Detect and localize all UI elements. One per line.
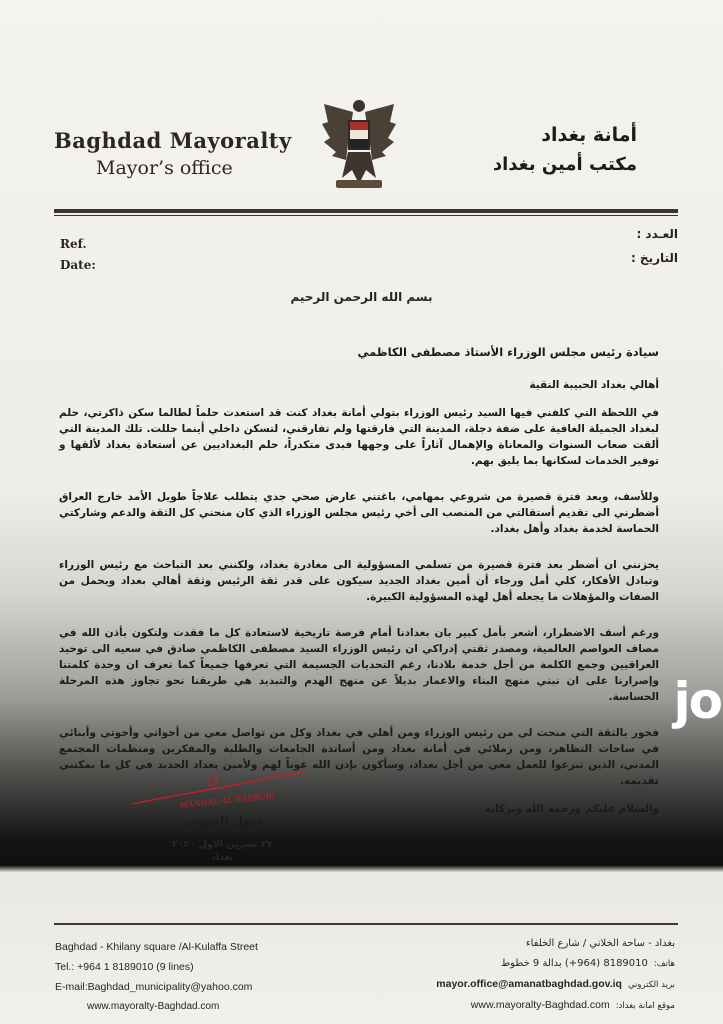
email-label-ar: بريد الكتروني — [627, 980, 675, 990]
email-ar[interactable]: mayor.office@amanatbaghdad.gov.iq — [436, 978, 622, 990]
greeting: أهالي بغداد الحبيبة النقية — [529, 379, 659, 391]
signatory-name: منهل الحبوبي — [182, 814, 264, 828]
handwritten-signature — [130, 770, 310, 814]
signature-block — [130, 770, 310, 870]
office-name-ar: مكتب أمين بغداد — [492, 154, 637, 175]
paragraph: في اللحظة التي كلفني فيها السيد رئيس الوزراء بتولي أمانة بغداد كنت قد استعدت حلماً لطالما سكن ذاكرتي، حلم لبغداد الجميلة الغافية على ضفة دجلة، المدينة التي فارقتها ولم تفارقني، لتسكن داخلي أينما حللت. تلك المدينة التي ألقت صعاب السنوات والمعاناة والإهمال آثاراً على وجهها فبدى متكدراً، حلم البغداديين عن أستعادة بغداد لألقها و توفير الخدمات لسكانها بما يليق بهم. — [59, 407, 659, 467]
salutation: سيادة رئيس مجلس الوزراء الأستاذ مصطفى الكاظمي — [357, 345, 659, 359]
paragraph: ورغم أسف الاضطرار، أشعر بأمل كبير بان بغدادنا أمام فرصة تاريخية لاستعادة كل ما فقدت ولتكون بأذن الله في مصاف العواصم العالمية، ومصدر ثقتي إدراكي ان رئيس الوزراء السيد مصطفى الكاظمي صادق في سعيه الى توحيد العراقيين وجمع الكلمة من أجل خدمة بلادنا، رغم التحديات الجسيمة التي نعرفها جميعاً كما نعرف ان وحدة كلمتنا وإصرارنا على ان نبني منهج البناء والاعمار بديلاً عن منهج الهدم والتبديد هي طريقنا نحو تجاوز هذه المرحلة الحساسة. — [59, 627, 659, 703]
email-ar-row — [355, 974, 675, 995]
org-name-ar: أمانة بغداد — [541, 124, 637, 146]
ref-label-ar: العـدد : — [636, 227, 678, 241]
phone-ar-row — [355, 954, 675, 974]
footer-arabic — [355, 934, 675, 1016]
watermark-logo: jo — [673, 672, 721, 730]
reference-fields-en — [60, 234, 96, 276]
ref-label-en: Ref. — [60, 237, 87, 251]
address-en: Baghdad - Khilany square /Al-Kulaffa Street — [55, 941, 258, 953]
date-label-ar: التاريخ : — [630, 251, 678, 265]
email-en[interactable]: E-mail:Baghdad_municipality@yahoo.com — [55, 981, 253, 993]
paragraph: فخور بالثقة التي منحت لي من رئيس الوزراء ومن أهلي في بغداد وكل من تواصل معي من أخواتي وأخوتي وأبنائي في ساحات التظاهر، ومن زملائي في أمانة بغداد ومن أساتذة الجامعات والطلبة والمفكرين ومنظمات المجتمع المدني، الذين تبرعوا للعمل معي من أجل بغداد، وسأكون بإذن الله عوناً لهم ولأمين بغداد الجديد في كل ما يمكنني تقديمه. — [59, 727, 659, 787]
office-name-en: Mayor’s office — [96, 157, 233, 179]
header-divider-thin — [54, 215, 678, 216]
address-ar: بغداد - ساحة الخلاني / شارع الخلفاء — [525, 938, 675, 949]
phone-en: Tel.: +964 1 8189010 (9 lines) — [55, 961, 194, 973]
eagle-emblem-icon — [318, 94, 400, 194]
footer-english — [55, 937, 258, 1017]
website-ar[interactable]: www.mayoralty-Baghdad.com — [470, 999, 610, 1011]
footer-divider — [54, 923, 678, 925]
org-name-en: Baghdad Mayoralty — [54, 128, 292, 153]
phone-ar: 8189010 (964+) بدالة 9 خطوط — [500, 958, 648, 969]
signature-date-value: ٢٧ تشرين الاول ٢٠٢٠ — [172, 839, 273, 850]
header-arabic — [493, 124, 637, 175]
header-english — [54, 128, 294, 179]
closing: والسلام عليكم ورحمة الله وبركاته — [484, 803, 659, 815]
signature-place: بغداد — [210, 852, 234, 863]
basmala: بسم الله الرحمن الرحيم — [290, 290, 433, 304]
paragraph: وللأسف، وبعد فترة قصيرة من شروعي بمهامي، باغتني عارض صحي جدي يتطلب علاجاً طويل الأمد خارج العراق أضطرني الى تقديم أستقالتي من المنصب الى أخي رئيس مجلس الوزراء الذي كان منحني كل الثقة والدعم وشاركتي الحماسة لخدمة بغداد وأهل بغداد. — [59, 491, 659, 535]
phone-label-ar: هاتف: — [653, 959, 675, 969]
signature-date — [172, 838, 272, 864]
address-ar-row — [355, 934, 675, 954]
date-label-en: Date: — [60, 258, 96, 272]
paragraph: يحزنني ان أضطر بعد فترة قصيرة من تسلمي المسؤولية الى مغادرة بغداد، ولكنني بعد التباحث مع رئيس الوزراء وتبادل الأفكار، كلي أمل ورجاء أن أمين بغداد الجديد سيكون على قدر ثقة الرئيس وثقة أهالي بغداد ويحمل من الصفات والمؤهلات ما يجعله أهل لهذه المسؤولية الكبيرة. — [59, 559, 659, 603]
signature-text: MANHAL AL HABBOBI — [179, 791, 276, 810]
website-ar-row — [355, 995, 675, 1016]
letter-body — [59, 344, 659, 817]
reference-fields-ar — [631, 222, 678, 270]
header-divider — [54, 209, 678, 213]
website-label-ar: موقع امانة بغداد: — [615, 1001, 675, 1011]
website-en[interactable]: www.mayoralty-Baghdad.com — [87, 1001, 220, 1012]
